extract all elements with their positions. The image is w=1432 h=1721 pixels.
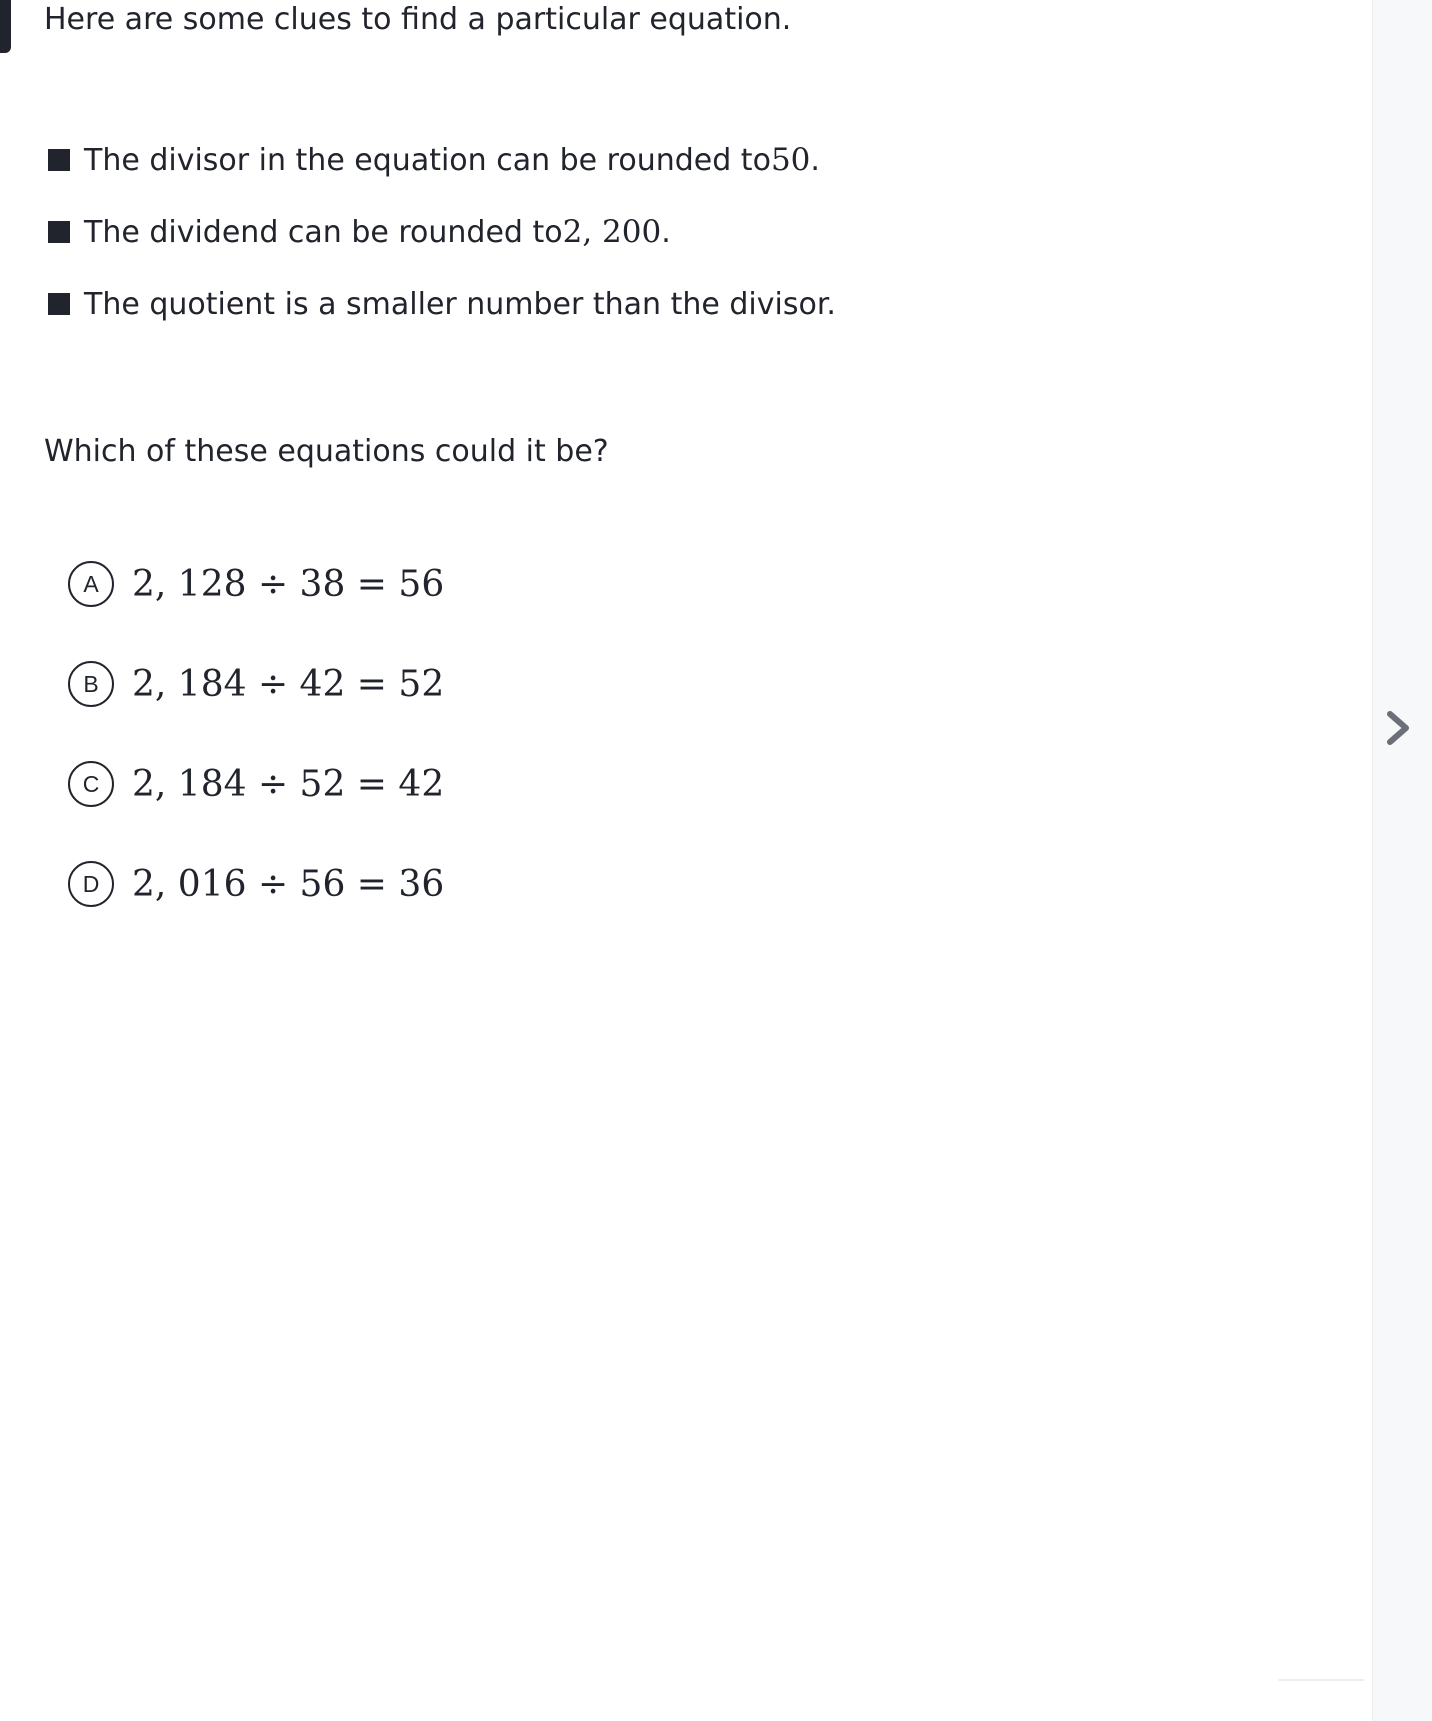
choice-letter-badge[interactable]: A bbox=[68, 561, 114, 607]
question-accent-bar bbox=[0, 0, 11, 53]
clue-number: 2, 200 bbox=[562, 214, 662, 250]
right-navigation-rail bbox=[1372, 0, 1432, 1721]
square-bullet-icon bbox=[48, 221, 70, 243]
choice-equation[interactable]: 2, 016 ÷ 56 = 36 bbox=[132, 863, 445, 905]
question-intro: Here are some clues to find a particular equation. bbox=[44, 2, 792, 37]
chevron-right-icon[interactable] bbox=[1382, 708, 1414, 748]
choice-b[interactable] bbox=[68, 658, 444, 710]
clue-text: The divisor in the equation can be rounded to bbox=[84, 142, 771, 178]
choice-letter-badge[interactable]: D bbox=[68, 861, 114, 907]
square-bullet-icon bbox=[48, 149, 70, 171]
choice-d[interactable] bbox=[68, 858, 444, 910]
clue-suffix: . bbox=[661, 214, 671, 250]
clue-suffix: . bbox=[810, 142, 820, 178]
clue-list bbox=[48, 140, 836, 356]
choice-equation[interactable]: 2, 184 ÷ 52 = 42 bbox=[132, 763, 445, 805]
clue-item bbox=[48, 284, 836, 324]
choice-a[interactable] bbox=[68, 558, 444, 610]
square-bullet-icon bbox=[48, 293, 70, 315]
choice-letter-badge[interactable]: B bbox=[68, 661, 114, 707]
answer-choices bbox=[68, 558, 444, 958]
choice-c[interactable] bbox=[68, 758, 444, 810]
choice-letter-badge[interactable]: C bbox=[68, 761, 114, 807]
clue-number: 50 bbox=[770, 142, 811, 178]
choice-equation[interactable]: 2, 184 ÷ 42 = 52 bbox=[132, 663, 445, 705]
clue-text: The quotient is a smaller number than the divisor. bbox=[84, 286, 836, 322]
choice-equation[interactable]: 2, 128 ÷ 38 = 56 bbox=[132, 563, 445, 605]
clue-item bbox=[48, 212, 836, 252]
clue-text: The dividend can be rounded to bbox=[84, 214, 563, 250]
clue-item bbox=[48, 140, 836, 180]
question-prompt: Which of these equations could it be? bbox=[44, 434, 609, 469]
bottom-divider bbox=[1278, 1679, 1364, 1681]
